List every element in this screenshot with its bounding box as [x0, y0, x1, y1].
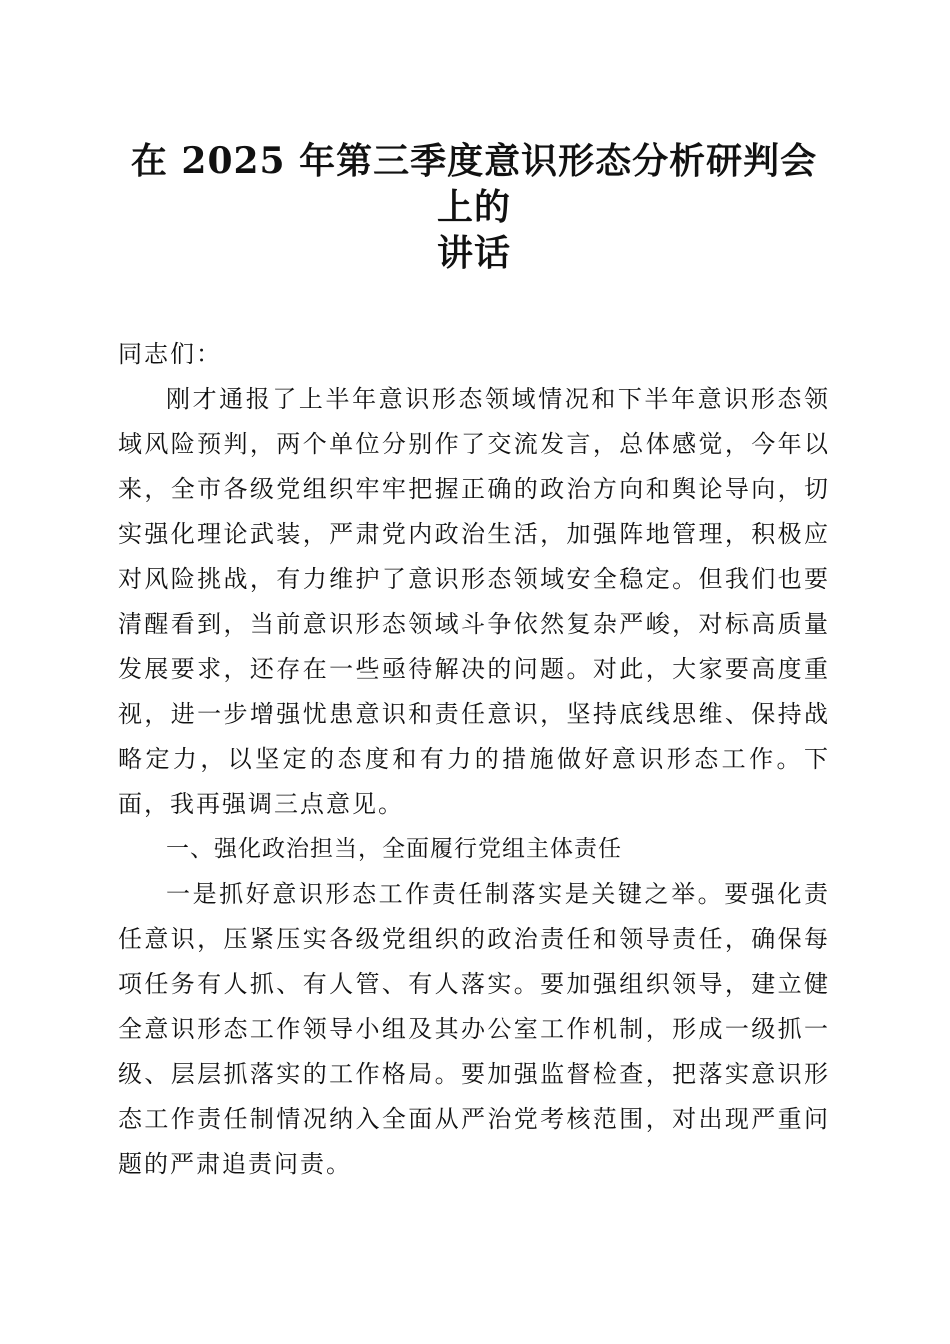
intro-paragraph: 刚才通报了上半年意识形态领域情况和下半年意识形态领域风险预判，两个单位分别作了交流发言，总体感觉，今年以来，全市各级党组织牢牢把握正确的政治方向和舆论导向，切实强化理论武装，严肃党内政治生活，加强阵地管理，积极应对风险挑战，有力维护了意识形态领域安全稳定。但我们也要清醒看到，当前意识形态领域斗争依然复杂严峻，对标高质量发展要求，还存在一些亟待解决的问题。对此，大家要高度重视，进一步增强忧患意识和责任意识，坚持底线思维、保持战略定力，以坚定的态度和有力的措施做好意识形态工作。下面，我再强调三点意见。: [118, 385, 830, 818]
section-1-paragraph: 一是抓好意识形态工作责任制落实是关键之举。要强化责任意识，压紧压实各级党组织的政治责任和领导责任，确保每项任务有人抓、有人管、有人落实。要加强组织领导，建立健全意识形态工作领导小组及其办公室工作机制，形成一级抓一级、层层抓落实的工作格局。要加强监督检查，把落实意识形态工作责任制情况纳入全面从严治党考核范围，对出现严重问题的严肃追责问责。: [118, 880, 830, 1178]
document-title: [118, 138, 830, 276]
document-page: [118, 138, 830, 1187]
title-line-1: 在 2025 年第三季度意识形态分析研判会上的: [130, 140, 818, 228]
section-heading-1: 一、强化政治担当，全面履行党组主体责任: [166, 836, 622, 862]
title-line-2: 讲话: [436, 232, 511, 274]
salutation: 同志们：: [118, 340, 222, 368]
